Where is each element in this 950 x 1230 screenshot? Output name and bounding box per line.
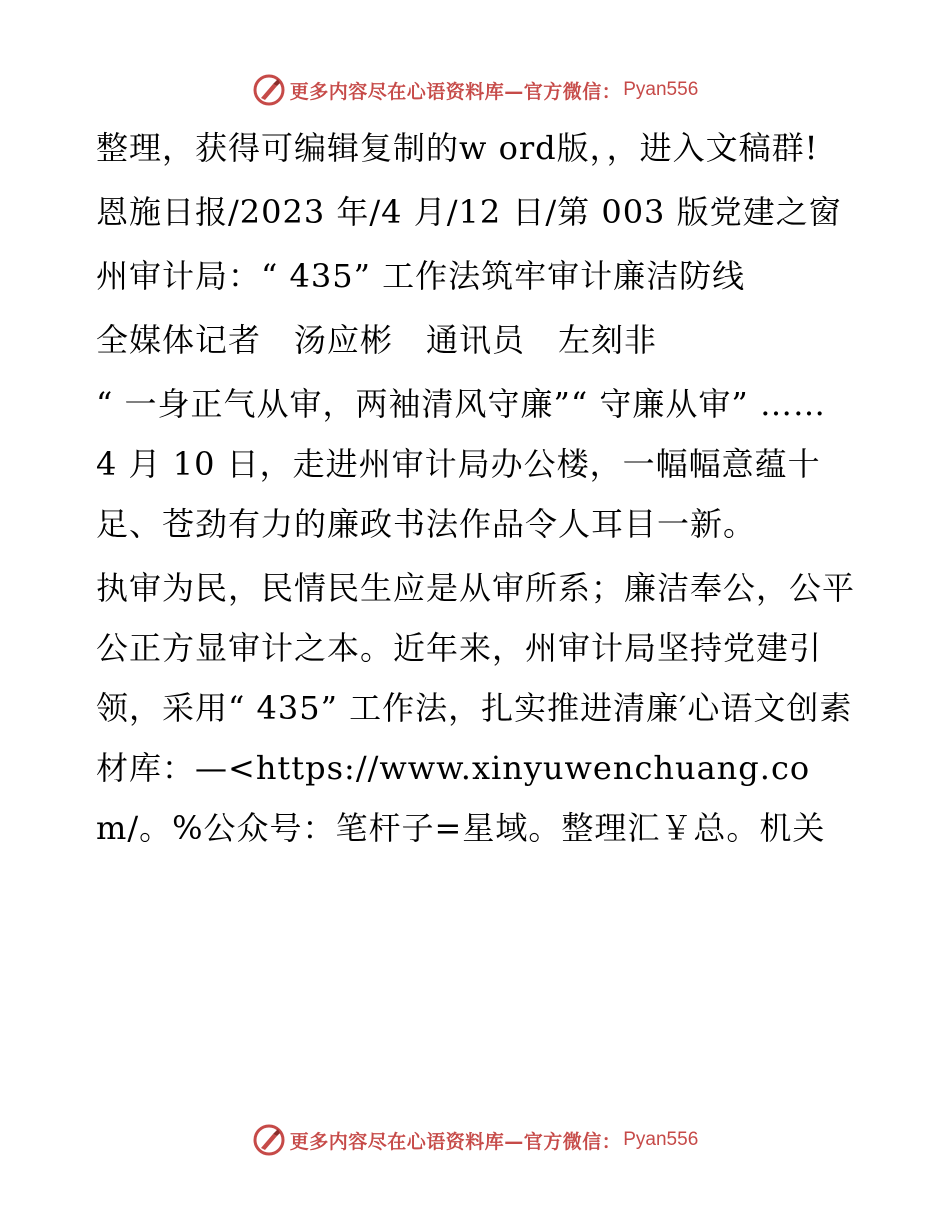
- footer-slogan: 更多内容尽在心语资料库—官方微信：: [289, 1130, 622, 1153]
- paragraph-source: 恩施日报/2023 年/4 月/12 日/第 003 版党建之窗: [96, 193, 842, 231]
- footer-wechat-id: Pyan556: [623, 1129, 699, 1150]
- header-slogan: 更多内容尽在心语资料库—官方微信：: [289, 80, 622, 103]
- article-title: 州审计局：“ 435” 工作法筑牢审计廉洁防线: [96, 257, 746, 295]
- footer-banner: [0, 1120, 950, 1160]
- document-body: [96, 118, 856, 862]
- paragraph-body-2: 执审为民，民情民生应是从审所系；廉洁奉公，公平公正方显审计之本。近年来，州审计局坚持党建引领，采用“ 435” 工作法，扎实推进清廉′心语文创素材库：—<https://www.xinyuwenchuang.com/。%公众号：笔杆子=星域。整理汇￥总。机关: [96, 569, 856, 847]
- pen-logo-icon: [252, 1123, 286, 1157]
- pen-logo-icon: [252, 73, 286, 107]
- article-byline: 全媒体记者 汤应彬 通讯员 左刻非: [96, 321, 658, 359]
- paragraph-body-1: “ 一身正气从审，两袖清风守廉”“ 守廉从审” …… 4 月 10 日，走进州审计局办公楼，一幅幅意蕴十足、苍劲有力的廉政书法作品令人耳目一新。: [96, 385, 826, 543]
- paragraph-intro: 整理，获得可编辑复制的w ord版，，进入文稿群!: [96, 129, 819, 167]
- header-wechat-id: Pyan556: [623, 79, 699, 100]
- header-banner: [0, 70, 950, 110]
